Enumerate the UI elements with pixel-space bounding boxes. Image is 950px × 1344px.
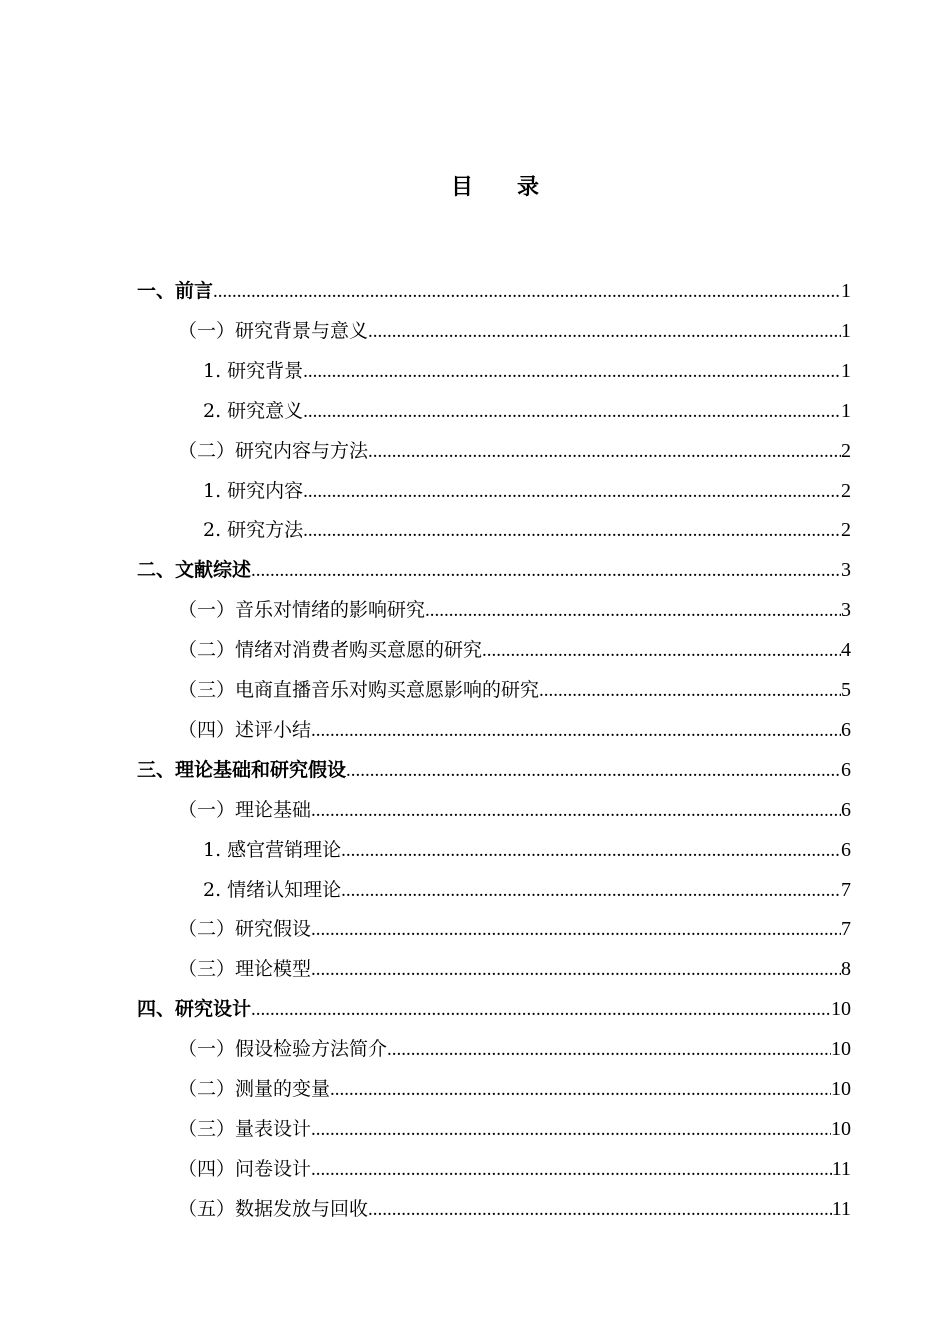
toc-entry[interactable] (178, 914, 851, 944)
toc-title (0, 170, 950, 201)
toc-entry-page: 1 (841, 280, 851, 302)
toc-entry[interactable] (178, 954, 851, 984)
toc-entry-label: 2. 研究意义 (203, 399, 304, 422)
toc-entry-label: 三、理论基础和研究假设 (137, 758, 347, 781)
toc-entry-label: （一）音乐对情绪的影响研究 (178, 599, 426, 622)
dot-leader (387, 1035, 831, 1065)
dot-leader (346, 756, 841, 786)
toc-entry-page: 4 (841, 639, 851, 662)
toc-entry-page: 11 (831, 1157, 851, 1180)
toc-entry-page: 6 (841, 718, 851, 741)
toc-entry-label: （二）测量的变量 (178, 1078, 331, 1100)
dot-leader (539, 676, 841, 706)
dot-leader (311, 1155, 832, 1185)
dot-leader (303, 516, 841, 546)
toc-entry-page: 11 (831, 1197, 851, 1220)
dot-leader (482, 636, 841, 666)
toc-entry-label: 四、研究设计 (137, 998, 252, 1021)
dot-leader (311, 1115, 831, 1145)
toc-entry-page: 3 (841, 599, 851, 622)
toc-entry-label: （四）问卷设计 (178, 1157, 312, 1180)
toc-entry-page: 2 (841, 439, 851, 462)
toc-entry-page: 10 (831, 1038, 851, 1061)
toc-entry[interactable] (178, 1074, 851, 1104)
dot-leader (341, 836, 841, 866)
toc-entry-page: 7 (841, 878, 851, 901)
toc-entry-label: 2. 情绪认知理论 (203, 878, 342, 901)
toc-entry-label: （二）研究假设 (178, 918, 312, 941)
toc-entry[interactable] (203, 835, 851, 865)
toc-entry-label: （五）数据发放与回收 (178, 1197, 369, 1220)
dot-leader (330, 1075, 831, 1105)
toc-entry-label: （三）电商直播音乐对购买意愿影响的研究 (178, 679, 540, 701)
dot-leader (251, 556, 841, 586)
toc-entry-label: （三）量表设计 (178, 1117, 312, 1140)
toc-entry[interactable] (203, 356, 851, 386)
toc-entry-label: （一）假设检验方法简介 (178, 1038, 388, 1061)
toc-entry[interactable] (203, 396, 851, 426)
dot-leader (425, 596, 841, 626)
toc-entry[interactable] (178, 316, 851, 346)
dot-leader (303, 397, 841, 427)
dot-leader (213, 277, 841, 307)
toc-title-char: 目 (450, 175, 473, 200)
toc-title-char: 录 (517, 175, 540, 200)
toc-entry-page: 8 (841, 958, 851, 981)
toc-entry-label: 1. 研究背景 (203, 359, 304, 382)
toc-entry[interactable] (137, 555, 851, 585)
toc-entry-page: 3 (841, 559, 851, 582)
toc-entry-label: 一、前言 (137, 280, 214, 302)
toc-entry-page: 6 (841, 838, 851, 861)
toc-entry-label: 1. 感官营销理论 (203, 838, 342, 861)
toc-entry[interactable] (178, 1194, 851, 1224)
toc-entry[interactable] (178, 715, 851, 745)
dot-leader (303, 477, 841, 507)
toc-entry-page: 6 (841, 758, 851, 781)
toc-entry-page: 10 (831, 998, 851, 1021)
toc-entry-page: 6 (841, 798, 851, 821)
toc-entry[interactable] (178, 436, 851, 466)
toc-entry-page: 2 (841, 519, 851, 542)
toc-entry-label: （二）情绪对消费者购买意愿的研究 (178, 639, 483, 662)
toc-entry-label: 二、文献综述 (137, 559, 252, 582)
toc-entry-page: 5 (841, 679, 851, 701)
toc-entry[interactable] (203, 875, 851, 905)
toc-entry-label: （四）述评小结 (178, 718, 312, 741)
toc-entry[interactable] (137, 755, 851, 785)
dot-leader (368, 317, 841, 347)
toc-entry[interactable] (178, 595, 851, 625)
toc-entry-label: 2. 研究方法 (203, 519, 304, 542)
toc-entry[interactable] (203, 476, 851, 506)
toc-entry[interactable] (137, 276, 851, 306)
dot-leader (311, 955, 841, 985)
toc-entry-label: （一）理论基础 (178, 798, 312, 821)
toc-entry[interactable] (178, 795, 851, 825)
toc-entry-page: 1 (841, 359, 851, 382)
toc-entry-page: 7 (841, 918, 851, 941)
toc-entry[interactable] (178, 1114, 851, 1144)
toc-entry[interactable] (137, 994, 851, 1024)
dot-leader (303, 357, 841, 387)
dot-leader (311, 796, 841, 826)
toc-entry[interactable] (178, 675, 851, 705)
toc-entry-label: （一）研究背景与意义 (178, 319, 369, 342)
toc-entry-page: 10 (831, 1078, 851, 1100)
toc-entry-page: 1 (841, 319, 851, 342)
dot-leader (368, 1195, 832, 1225)
toc-entry-page: 1 (841, 399, 851, 422)
toc-entry-label: 1. 研究内容 (203, 479, 304, 502)
dot-leader (251, 995, 831, 1025)
toc-entry-page: 10 (831, 1117, 851, 1140)
toc-entry-label: （二）研究内容与方法 (178, 439, 369, 462)
dot-leader (341, 876, 841, 906)
toc-entry[interactable] (203, 515, 851, 545)
toc-entry-page: 2 (841, 479, 851, 502)
toc-entry-label: （三）理论模型 (178, 958, 312, 981)
toc-entry[interactable] (178, 635, 851, 665)
toc-entry[interactable] (178, 1154, 851, 1184)
dot-leader (311, 915, 841, 945)
dot-leader (311, 716, 841, 746)
toc-entry[interactable] (178, 1034, 851, 1064)
dot-leader (368, 437, 841, 467)
